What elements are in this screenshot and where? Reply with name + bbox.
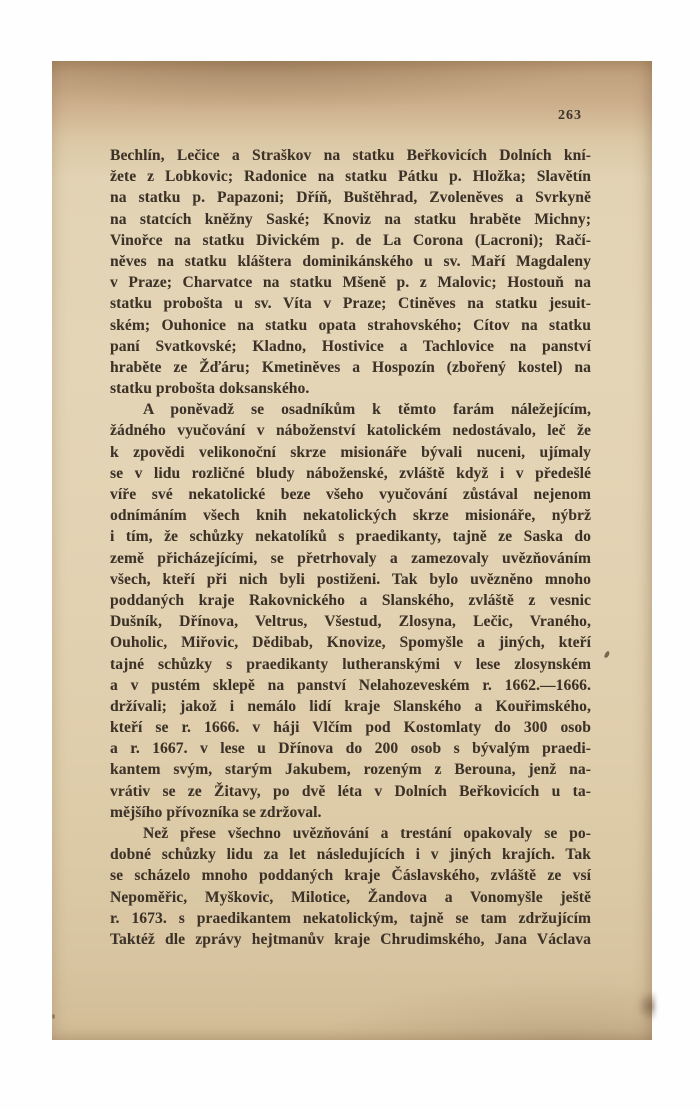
text-line: ském; Ouhonice na statku opata strahovského; Cítov na statku	[110, 316, 591, 334]
text-line: statku probošta u sv. Víta v Praze; Ctiněves na statku jesuit-	[110, 295, 591, 313]
text-line: na statcích kněžny Saské; Knoviz na statku hraběte Michny;	[110, 210, 591, 228]
page-number: 263	[558, 108, 582, 123]
text-line: statku probošta doksanského.	[110, 380, 310, 398]
ink-speck	[52, 1014, 55, 1019]
text-line: něves na statku kláštera dominikánského u sv. Maří Magdaleny	[110, 252, 591, 270]
ink-speck	[604, 651, 610, 659]
text-line: r. 1673. s praedikantem nekatolickým, tajně se tam zdržujícím	[110, 909, 591, 927]
text-line: hraběte ze Žďáru; Kmetiněves a Hospozín (zbořený kostel) na	[110, 358, 591, 376]
text-line: se v lidu rozličné bludy náboženské, zvláště když i v předešlé	[110, 464, 591, 482]
text-line: paní Svatkovské; Kladno, Hostivice a Tachlovice na panství	[110, 337, 591, 355]
text-line: i tím, že schůzky nekatolíků s praedikanty, tajně ze Saska do	[110, 528, 591, 546]
text-line: poddaných kraje Rakovnického a Slanského, zvláště z vesnic	[110, 591, 591, 609]
text-line: k zpovědi velikonoční skrze misionáře bývali nuceni, ujímaly	[110, 443, 591, 461]
text-line: mějšího přívozníka se zdržoval.	[110, 803, 322, 821]
text-line: víře své nekatolické beze všeho vyučování zůstával nejenom	[110, 486, 591, 503]
text-line: dobné schůzky lidu za let následujících i v jiných krajích. Tak	[110, 846, 591, 864]
text-line: žete z Lobkovic; Radonice na statku Pátku p. Hložka; Slavětín	[110, 168, 591, 186]
text-line: všech, kteří při nich byli postiženi. Tak bylo uvězněno mnoho	[110, 570, 591, 588]
text-line: Ouholic, Miřovic, Dědibab, Knovize, Spomyšle a jiných, kteří	[110, 634, 591, 652]
text-line: na statku p. Papazoni; Dříň, Buštěhrad, Zvoleněves a Svrkyně	[110, 189, 591, 207]
text-line: Dušník, Dřínova, Veltrus, Všestud, Zlosyna, Lečic, Vraného,	[110, 613, 591, 631]
text-line: a r. 1667. v lese u Dřínova do 200 osob s bývalým praedi-	[110, 740, 591, 758]
text-line: Nepoměřic, Myškovic, Milotice, Žandova a Vonomyšle ještě	[110, 888, 591, 906]
text-line: Než přese všechno uvězňování a trestání opakovaly se po-	[143, 825, 591, 842]
text-line: Bechlín, Lečice a Straškov na statku Beřkovicích Dolních kní-	[110, 147, 591, 164]
text-line: kantem svým, starým Jakubem, rozeným z Berouna, jenž na-	[110, 761, 591, 779]
text-line: se scházelo mnoho poddaných kraje Čáslavského, zvláště ze vsí	[110, 867, 591, 885]
text-line: A poněvadž se osadníkům k těmto farám náležejícím,	[143, 401, 591, 419]
text-line: vrátiv se ze Žitavy, po dvě léta v Dolních Beřkovicích u ta-	[110, 782, 591, 800]
text-line: a v pustém sklepě na panství Nelahozeveském r. 1662.—1666.	[110, 676, 591, 694]
text-line: kteří se r. 1666. v háji Vlčím pod Kostomlaty do 300 osob	[110, 719, 591, 737]
text-line: držívali; jakož i nemálo lidí kraje Slanského a Kouřimského,	[110, 697, 591, 715]
ink-smudge	[637, 991, 655, 1021]
text-line: v Praze; Charvatce na statku Mšeně p. z Malovic; Hostouň na	[110, 274, 591, 292]
text-line: Vinořce na statku Divickém p. de La Corona (Lacroni); Račí-	[110, 231, 591, 249]
text-line: odnímáním všech knih nekatolických skrze misionáře, nýbrž	[110, 507, 591, 525]
text-line: žádného vyučování v náboženství katolickém nedostávalo, leč že	[110, 422, 591, 440]
text-line: země přicházejícími, se přetrhovaly a zamezovaly uvězňováním	[110, 549, 591, 567]
body-text	[110, 145, 591, 950]
scanned-book-page	[52, 61, 652, 1040]
text-line: tajné schůzky s praedikanty lutheranskými v lese zlosynském	[110, 655, 591, 673]
text-line: Taktéž dle zprávy hejtmanův kraje Chrudimského, Jana Václava	[110, 930, 591, 948]
